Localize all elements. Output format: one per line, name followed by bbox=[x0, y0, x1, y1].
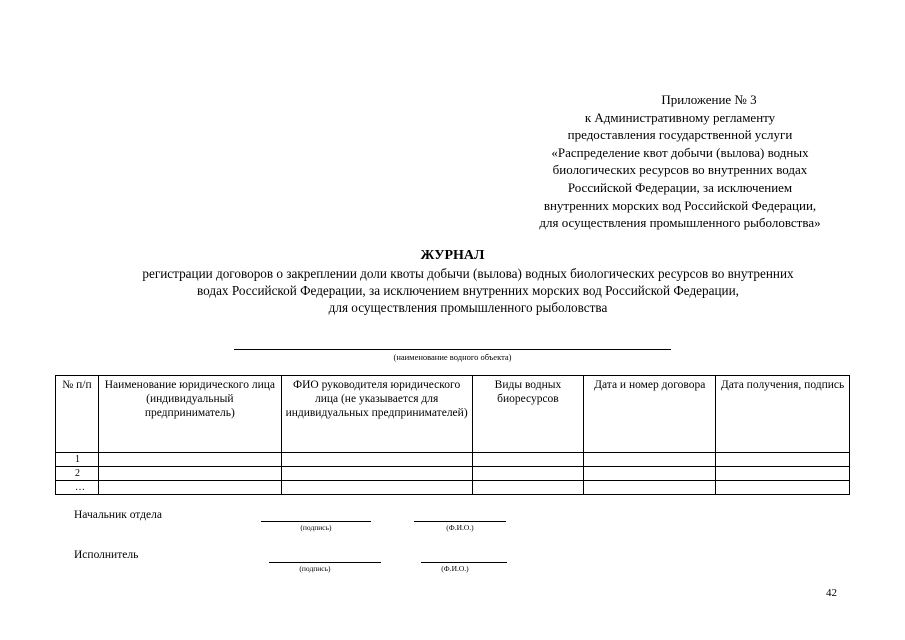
table-cell bbox=[281, 467, 472, 481]
head-name-line bbox=[414, 521, 506, 522]
table-cell bbox=[98, 481, 281, 495]
table-cell bbox=[472, 481, 584, 495]
table-header-row bbox=[56, 376, 850, 453]
row-number: … bbox=[56, 481, 99, 495]
water-object-line bbox=[234, 349, 671, 350]
appendix-line: Российской Федерации, за исключением bbox=[567, 179, 793, 195]
appendix-line: внутренних морских вод Российской Федерации, bbox=[543, 197, 817, 213]
col-header-legal-entity: Наименование юридического лица (индивидуальный предприниматель) bbox=[98, 376, 281, 453]
executor-signature-caption: (подпись) bbox=[299, 564, 331, 573]
appendix-line: Приложение № 3 bbox=[661, 92, 757, 107]
table-row bbox=[56, 481, 850, 495]
appendix-line: «Распределение квот добычи (вылова) водных bbox=[551, 144, 809, 160]
col-header-receipt: Дата получения, подпись bbox=[716, 376, 850, 453]
appendix-line: к Административному регламенту bbox=[584, 109, 776, 125]
table-cell bbox=[472, 467, 584, 481]
col-header-species: Виды водных биоресурсов bbox=[472, 376, 584, 453]
appendix-block bbox=[470, 91, 890, 232]
journal-subtitle bbox=[88, 265, 848, 316]
appendix-line: предоставления государственной услуги bbox=[567, 127, 793, 143]
col-header-contract: Дата и номер договора bbox=[584, 376, 716, 453]
water-object-caption: (наименование водного объекта) bbox=[393, 352, 512, 362]
row-number: 1 bbox=[56, 453, 99, 467]
appendix-line: для осуществления промышленного рыболовства» bbox=[539, 215, 821, 231]
executor-label: Исполнитель bbox=[74, 549, 139, 561]
subtitle-line: регистрации договоров о закреплении доли квоты добычи (вылова) водных биологических ресурсов во внутренних bbox=[142, 266, 794, 281]
head-of-department-label: Начальник отдела bbox=[74, 509, 162, 521]
table-cell bbox=[98, 467, 281, 481]
col-header-director: ФИО руководителя юридического лица (не указывается для индивидуальных предпринимателей) bbox=[281, 376, 472, 453]
subtitle-line: для осуществления промышленного рыболовства bbox=[328, 300, 608, 315]
table-row bbox=[56, 453, 850, 467]
head-signature-caption: (подпись) bbox=[300, 523, 332, 532]
table-cell bbox=[584, 453, 716, 467]
executor-signature-line bbox=[269, 562, 381, 563]
table-cell bbox=[281, 453, 472, 467]
executor-name-caption: (Ф.И.О.) bbox=[441, 564, 469, 573]
row-number: 2 bbox=[56, 467, 99, 481]
table-cell bbox=[716, 453, 850, 467]
col-header-number: № п/п bbox=[56, 376, 99, 453]
table-cell bbox=[716, 481, 850, 495]
page-number: 42 bbox=[826, 587, 837, 599]
appendix-line: биологических ресурсов во внутренних водах bbox=[552, 162, 808, 178]
executor-name-line bbox=[421, 562, 507, 563]
journal-table bbox=[55, 375, 850, 495]
table-cell bbox=[98, 453, 281, 467]
table-cell bbox=[584, 467, 716, 481]
table-cell bbox=[584, 481, 716, 495]
journal-title: ЖУРНАЛ bbox=[420, 248, 485, 263]
subtitle-line: водах Российской Федерации, за исключением внутренних морских вод Российской Федерации, bbox=[197, 283, 739, 298]
table-row bbox=[56, 467, 850, 481]
table-cell bbox=[281, 481, 472, 495]
table-cell bbox=[716, 467, 850, 481]
head-name-caption: (Ф.И.О.) bbox=[446, 523, 474, 532]
table-cell bbox=[472, 453, 584, 467]
head-signature-line bbox=[261, 521, 371, 522]
